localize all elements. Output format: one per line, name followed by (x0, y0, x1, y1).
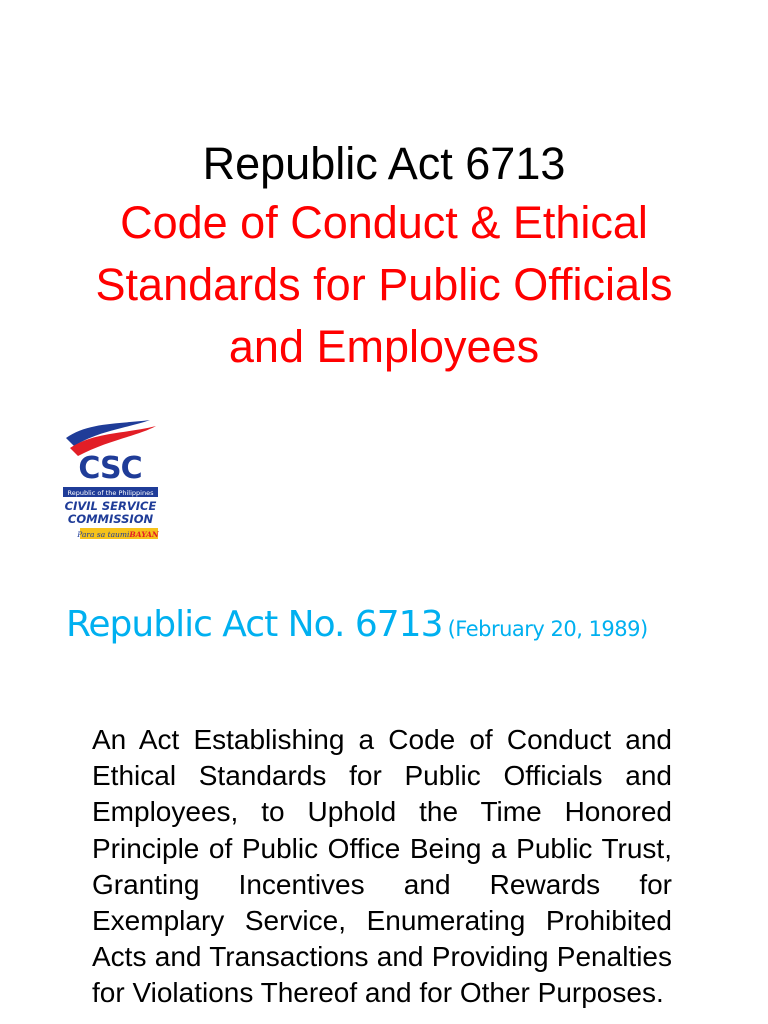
logo-tagline: Para sa taumiBAYAN (77, 530, 159, 539)
csc-logo (58, 416, 163, 544)
logo-name-line1: CIVIL SERVICE (64, 499, 157, 513)
logo-name-line2: COMMISSION (67, 512, 154, 526)
page-title: Republic Act 6713 (202, 138, 566, 189)
logo-country-line: Republic of the Philippines (67, 489, 154, 497)
act-date: (February 20, 1989) (447, 617, 648, 641)
logo-acronym: CSC (78, 451, 142, 486)
act-number: Republic Act No. 6713 (66, 604, 443, 645)
act-heading (66, 600, 746, 650)
title-block (0, 136, 768, 378)
page-subtitle: Code of Conduct & Ethical Standards for Public Officials and Employees (95, 197, 673, 372)
act-description: An Act Establishing a Code of Conduct and Ethical Standards for Public Officials and Employees, to Uphold the Time Honored Principle of Public Office Being a Public Trust, Granting Incentives and Rewards for Exemplary Service, Enumerating Prohibited Acts and Transactions and Providing Penalties for Violations Thereof and for Other Purposes. (92, 724, 672, 1009)
